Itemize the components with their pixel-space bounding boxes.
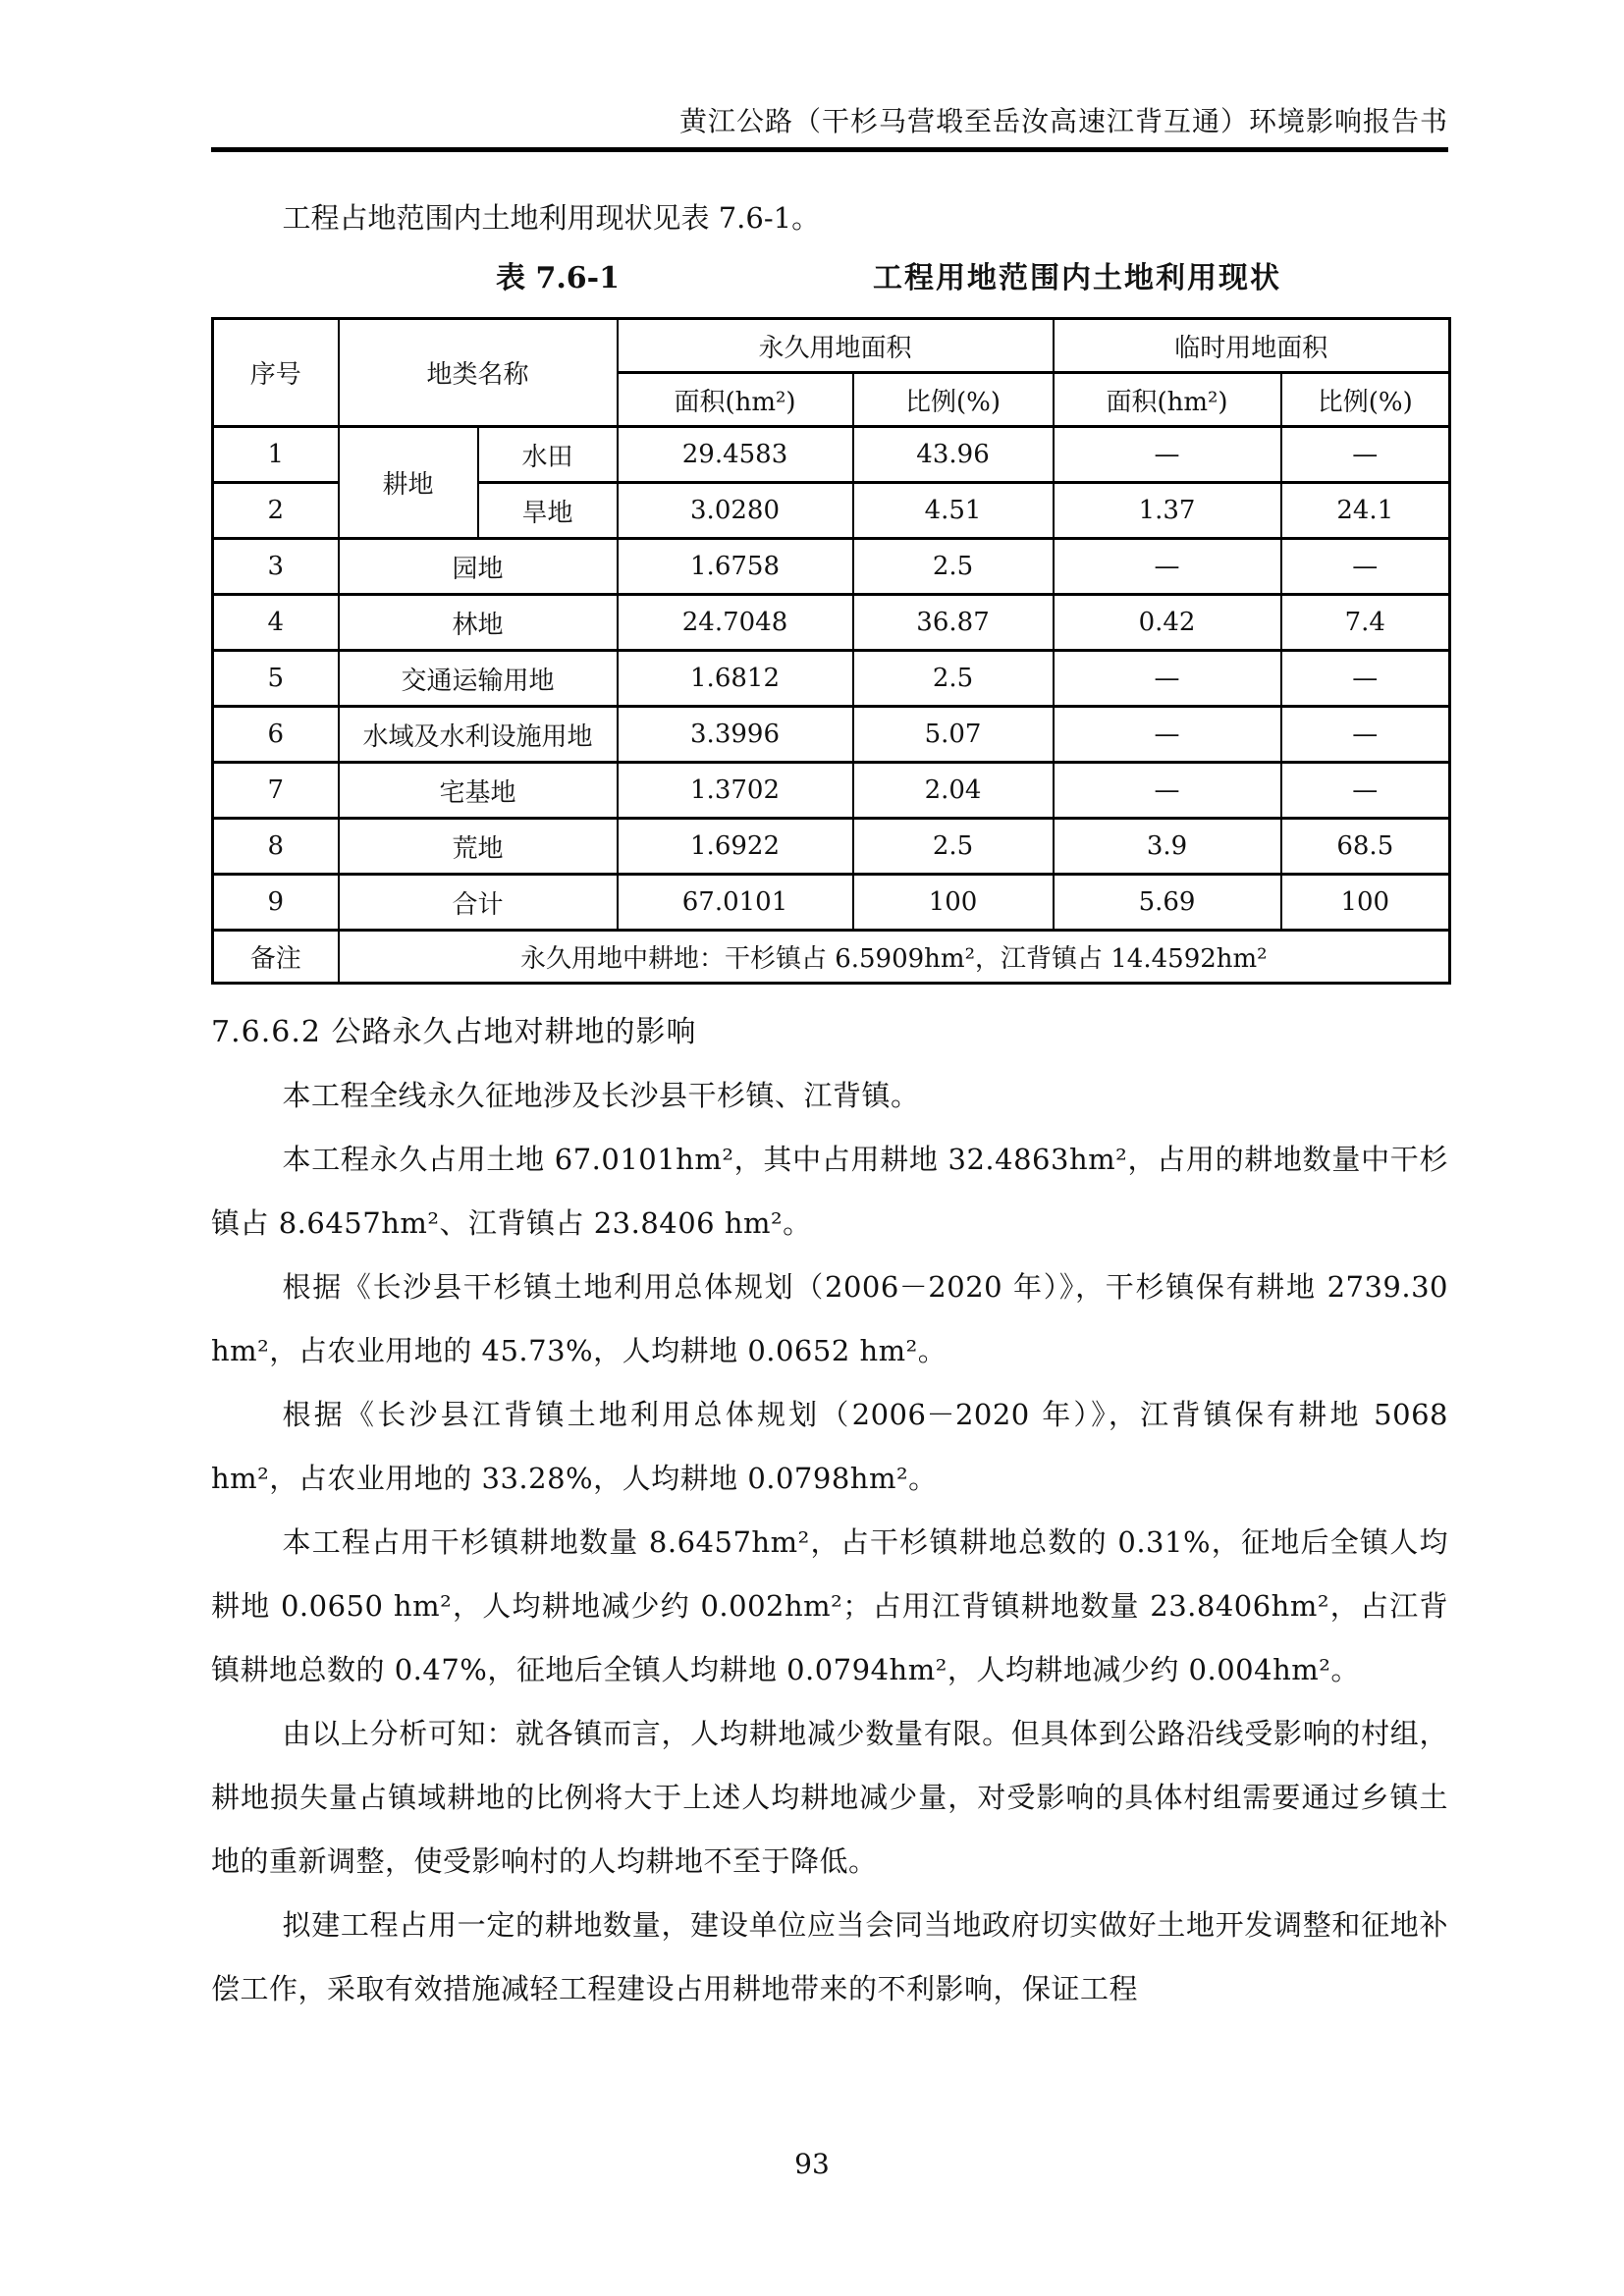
paragraph: 拟建工程占用一定的耕地数量，建设单位应当会同当地政府切实做好土地开发调整和征地补偿工作，采取有效措施减轻工程建设占用耕地带来的不利影响，保证工程 <box>211 1908 1448 2005</box>
cell-name: 宅基地 <box>339 763 618 819</box>
cell-temp-ratio: — <box>1281 651 1450 707</box>
cell-temp-area: — <box>1054 427 1281 483</box>
col-header-perm-area: 面积(hm²) <box>618 373 853 427</box>
land-use-table <box>211 317 1451 985</box>
cell-temp-ratio: — <box>1281 763 1450 819</box>
body-text <box>211 1064 1448 2021</box>
cell-perm-area: 1.6812 <box>618 651 853 707</box>
table-row <box>213 651 1450 707</box>
table-remark-row <box>213 931 1450 984</box>
table-row-total <box>213 875 1450 931</box>
paragraph: 根据《长沙县江背镇土地利用总体规划（2006－2020 年）》，江背镇保有耕地 5068 hm²，占农业用地的 33.28%，人均耕地 0.0798hm²。 <box>211 1398 1448 1495</box>
cell-perm-area: 67.0101 <box>618 875 853 931</box>
remark-label: 备注 <box>213 931 339 984</box>
paragraph: 由以上分析可知：就各镇而言，人均耕地减少数量有限。但具体到公路沿线受影响的村组，耕地损失量占镇域耕地的比例将大于上述人均耕地减少量，对受影响的具体村组需要通过乡镇土地的重新调整，使受影响村的人均耕地不至于降低。 <box>211 1717 1448 1878</box>
cell-name: 旱地 <box>478 483 618 539</box>
col-header-temp-ratio: 比例(%) <box>1281 373 1450 427</box>
cell-name: 水田 <box>478 427 618 483</box>
table-row <box>213 763 1450 819</box>
cell-temp-area: 5.69 <box>1054 875 1281 931</box>
col-header-temp-area: 面积(hm²) <box>1054 373 1281 427</box>
paragraph: 本工程占用干杉镇耕地数量 8.6457hm²，占干杉镇耕地总数的 0.31%，征地后全镇人均耕地 0.0650 hm²，人均耕地减少约 0.002hm²；占用江背镇耕地数量 23.8406hm²，占江背镇耕地总数的 0.47%，征地后全镇人均耕地 0.0794hm²，人均耕地减少约 0.004hm²。 <box>211 1525 1448 1686</box>
cell-perm-ratio: 2.5 <box>853 539 1054 595</box>
section-heading: 7.6.6.2 公路永久占地对耕地的影响 <box>211 1015 697 1049</box>
cell-perm-ratio: 100 <box>853 875 1054 931</box>
cell-perm-ratio: 2.5 <box>853 651 1054 707</box>
cell-perm-area: 1.6922 <box>618 819 853 875</box>
col-header-temporary: 临时用地面积 <box>1054 319 1450 373</box>
intro-paragraph: 工程占地范围内土地利用现状见表 7.6-1。 <box>282 201 821 235</box>
col-header-perm-ratio: 比例(%) <box>853 373 1054 427</box>
cell-no: 6 <box>213 707 339 763</box>
header-rule <box>211 147 1448 152</box>
cell-temp-ratio: — <box>1281 707 1450 763</box>
paragraph: 本工程永久占用土地 67.0101hm²，其中占用耕地 32.4863hm²，占用的耕地数量中干杉镇占 8.6457hm²、江背镇占 23.8406 hm²。 <box>211 1143 1448 1240</box>
cell-name: 荒地 <box>339 819 618 875</box>
cell-no: 5 <box>213 651 339 707</box>
cell-name: 合计 <box>339 875 618 931</box>
cell-temp-ratio: 68.5 <box>1281 819 1450 875</box>
col-header-index: 序号 <box>213 319 339 427</box>
cell-temp-area: 3.9 <box>1054 819 1281 875</box>
cell-temp-area: 1.37 <box>1054 483 1281 539</box>
col-header-permanent: 永久用地面积 <box>618 319 1054 373</box>
cell-temp-ratio: 7.4 <box>1281 595 1450 651</box>
cell-no: 1 <box>213 427 339 483</box>
cell-perm-area: 1.6758 <box>618 539 853 595</box>
cell-temp-area: 0.42 <box>1054 595 1281 651</box>
cell-name: 水域及水利设施用地 <box>339 707 618 763</box>
cell-perm-area: 1.3702 <box>618 763 853 819</box>
cell-perm-ratio: 2.04 <box>853 763 1054 819</box>
cell-temp-area: — <box>1054 707 1281 763</box>
cell-temp-ratio: 100 <box>1281 875 1450 931</box>
table-row <box>213 427 1450 483</box>
cell-temp-ratio: 24.1 <box>1281 483 1450 539</box>
cell-temp-ratio: — <box>1281 539 1450 595</box>
table-header-row-1 <box>213 319 1450 373</box>
cell-perm-ratio: 5.07 <box>853 707 1054 763</box>
cell-name: 交通运输用地 <box>339 651 618 707</box>
cell-category-group: 耕地 <box>339 427 478 539</box>
report-header-title: 黄江公路（干杉马营塅至岳汝高速江背互通）环境影响报告书 <box>678 105 1448 137</box>
cell-perm-ratio: 2.5 <box>853 819 1054 875</box>
page-number: 93 <box>794 2148 830 2180</box>
cell-perm-ratio: 36.87 <box>853 595 1054 651</box>
cell-perm-area: 29.4583 <box>618 427 853 483</box>
col-header-category: 地类名称 <box>339 319 618 427</box>
table-caption-label: 表 7.6-1 <box>496 261 620 295</box>
cell-temp-area: — <box>1054 651 1281 707</box>
table-row <box>213 539 1450 595</box>
cell-perm-area: 24.7048 <box>618 595 853 651</box>
cell-no: 2 <box>213 483 339 539</box>
table-row <box>213 819 1450 875</box>
paragraph: 根据《长沙县干杉镇土地利用总体规划（2006－2020 年）》，干杉镇保有耕地 2739.30 hm²，占农业用地的 45.73%，人均耕地 0.0652 hm²。 <box>211 1270 1448 1367</box>
cell-temp-ratio: — <box>1281 427 1450 483</box>
cell-no: 8 <box>213 819 339 875</box>
cell-no: 9 <box>213 875 339 931</box>
paragraph: 本工程全线永久征地涉及长沙县干杉镇、江背镇。 <box>282 1079 920 1112</box>
cell-no: 4 <box>213 595 339 651</box>
cell-perm-area: 3.3996 <box>618 707 853 763</box>
cell-name: 园地 <box>339 539 618 595</box>
cell-perm-area: 3.0280 <box>618 483 853 539</box>
remark-text: 永久用地中耕地：干杉镇占 6.5909hm²，江背镇占 14.4592hm² <box>339 931 1450 984</box>
table-row <box>213 707 1450 763</box>
cell-temp-area: — <box>1054 539 1281 595</box>
cell-perm-ratio: 4.51 <box>853 483 1054 539</box>
cell-no: 3 <box>213 539 339 595</box>
table-caption <box>211 256 1448 301</box>
table-row <box>213 595 1450 651</box>
cell-no: 7 <box>213 763 339 819</box>
page-content <box>211 0 1448 2021</box>
cell-perm-ratio: 43.96 <box>853 427 1054 483</box>
cell-temp-area: — <box>1054 763 1281 819</box>
cell-name: 林地 <box>339 595 618 651</box>
table-caption-title: 工程用地范围内土地利用现状 <box>872 261 1281 295</box>
